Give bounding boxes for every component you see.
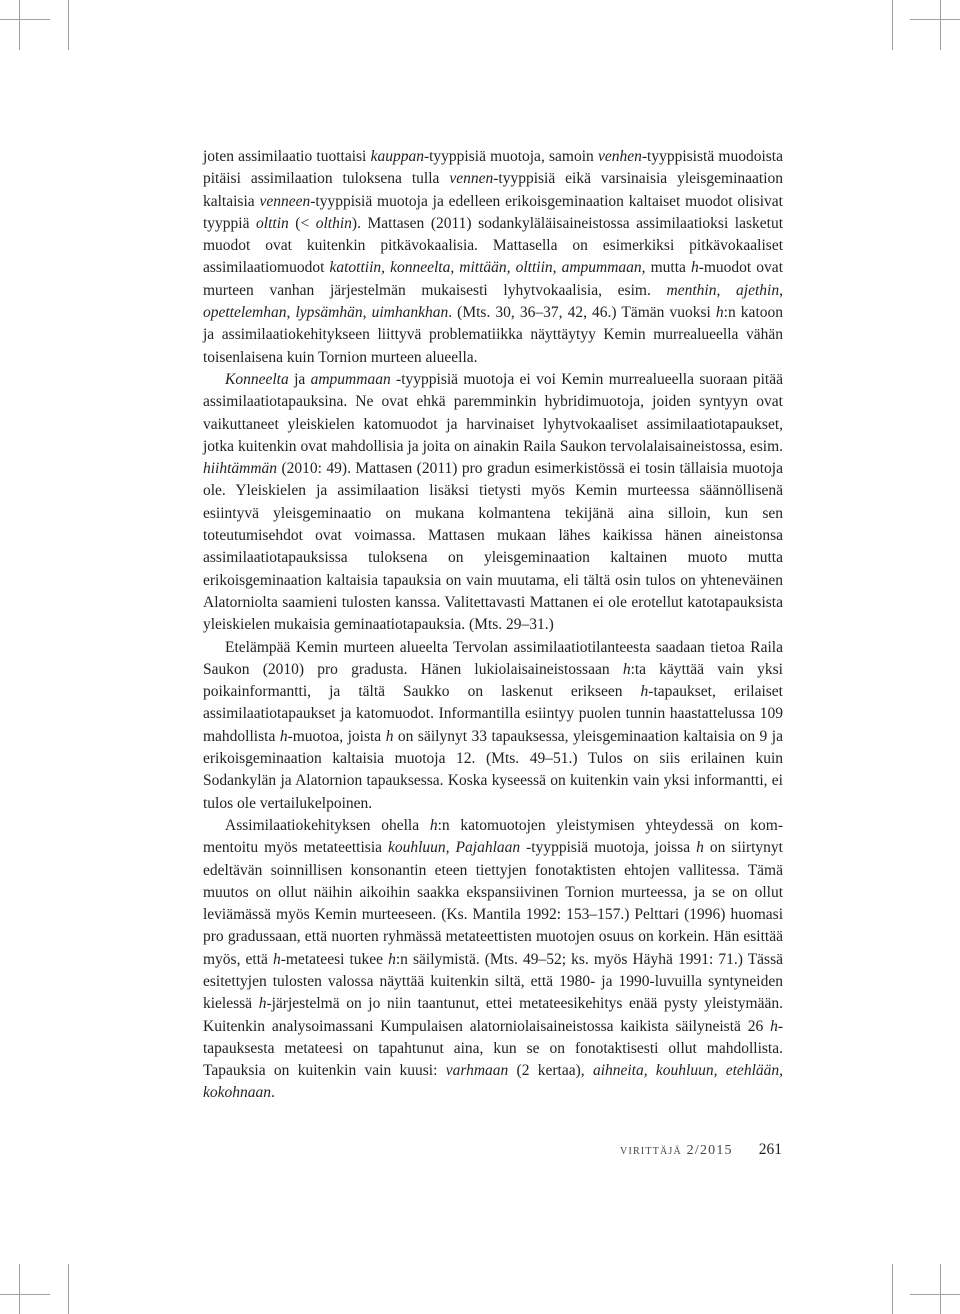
crop-mark-bottom-right-h bbox=[910, 1294, 960, 1295]
italic-text: venneen bbox=[259, 192, 311, 210]
text-run: -metateesi tukee bbox=[280, 950, 389, 968]
italic-text: kouhluun, Pajahlaan bbox=[388, 839, 521, 857]
italic-text: varhmaan bbox=[445, 1062, 509, 1080]
italic-text: h bbox=[429, 816, 438, 834]
text-run: (2010: 49). Mattasen (2011) pro gradun esimerkistössä ei tosin tällaisia muotoja ole. Yleiskielen ja assimilaation lisäksi tietysti myös Kemin murteessa säännöllisenä esiintyvä yleisgeminaatio on mukana kolmantena tekijänä aina silloin, kun sen toteutumisehdot ovat voimassa. Mattasen mukaan lähes kaikissa hänen aineistonsa assimilaatiotapauksissa tuloksena on yleisgeminaation kaltainen muoto mutta erikoisgeminaation kaltaisia tapauksia on vain muutama, eli tältä osin tulos on yhteneväinen Alatorniolta saamieni tulosten kanssa. Valitettavasti Mattanen ei ole erotellut katotapauksista yleiskielen mukaisia geminaatiotapauksia. (Mts. 29–31.) bbox=[203, 460, 783, 634]
crop-mark-top-left-inner bbox=[68, 0, 69, 50]
page-footer bbox=[620, 1141, 782, 1159]
italic-text: venhen bbox=[597, 148, 642, 165]
text-run: -tyyppisistä muodoista pitäisi assimilaation tuloksena tulla bbox=[203, 148, 783, 188]
italic-text: hiihtämmän bbox=[203, 460, 278, 478]
text-run: . (Mts. 30, 36–37, 42, 46.) Tämän vuoksi bbox=[448, 304, 716, 322]
text-run: joten assimilaatio tuottaisi bbox=[203, 148, 371, 165]
crop-mark-bottom-left-h bbox=[0, 1294, 50, 1295]
crop-mark-top-left bbox=[19, 0, 20, 50]
italic-text: h bbox=[715, 304, 724, 322]
crop-mark-bottom-right bbox=[892, 1264, 893, 1314]
crop-mark-top-right-h bbox=[910, 19, 960, 20]
text-run: -tyyppisiä muotoja, samoin bbox=[423, 148, 598, 165]
italic-text: h bbox=[770, 1017, 778, 1035]
text-run: on säilynyt 33 tapauksessa, yleisgeminaation kaltaisia on 9 ja erikoisgeminaation kaltaisia muotoja 12. (Mts. 49–51.) Tulos on siis erilainen kuin Sodankylän ja Alatornion tapauksessa. Koska kyseessä on kuitenkin vain yksi informantti, ei tulos ole vertailukelpoinen. bbox=[203, 727, 783, 812]
text-run: :n katoon ja assimilaatiokehitykseen liittyvä problematiikka näyttäytyy Kemin murrealueella vähän toisenlaisena kuin Tornion murteen alueella. bbox=[203, 304, 783, 366]
text-run: -tapaukset, erilaiset assimilaatiotapaukset ja katomuodot. Informantilla esiintyy puolen tunnin haastattelussa 109 mahdollista bbox=[203, 683, 783, 745]
text-run: -tyyppisiä muotoja, joissa bbox=[520, 839, 697, 857]
paragraph-2 bbox=[203, 369, 783, 637]
paragraph-1 bbox=[203, 146, 783, 369]
text-run: . bbox=[271, 1084, 275, 1102]
journal-name: virittäjä 2/2015 bbox=[620, 1143, 733, 1158]
italic-text: Konneelta bbox=[225, 370, 289, 388]
text-run: :n säilymistä. (Mts. 49–52; ks. myös Häyhä 1991: 71.) Tässä esitettyjen tulosten valossa näyttää kuitenkin siltä, että 1980- ja 1990-luvuilla syntyneiden kielessä bbox=[203, 950, 783, 1013]
italic-text: h bbox=[258, 995, 267, 1013]
text-run: on siirtynyt edeltävän soinnillisen konsonantin eteen tiettyjen fonotaktisten ehtojen vallitessa. Tämä muutos on ollut näihin aikoihin saakka ekspansiivinen Tornion murteessa, ja se on ollut leviämässä myös Kemin murteeseen. (Ks. Mantila 1992: 153–157.) Pelttari (1996) huomasi pro gradussaan, että nuorten ryhmässä metateettisten muotojen osuus on korkein. Hän esittää myös, että bbox=[203, 839, 783, 968]
text-run: -tapauksesta metateesi on tapahtunut aina, kun se on fonotaktisesti ollut mahdollista. Tapauksia on kuitenkin vain kuusi: bbox=[203, 1017, 783, 1080]
italic-text: aihneita, kouhluun, etehlään, kokohnaan bbox=[203, 1062, 783, 1102]
text-run: Assimilaatiokehityksen ohella bbox=[225, 816, 430, 834]
text-run: (2 kertaa), bbox=[508, 1062, 593, 1080]
italic-text: h bbox=[696, 839, 704, 857]
italic-text: h bbox=[690, 259, 699, 277]
text-run: -järjestelmä on jo niin taantunut, ettei metateesikehitys enää pysty yleistymään. Kuitenkin analysoimassani Kumpulaisen alatorniolaisaineistossa kaikista säilyneistä 26 bbox=[203, 995, 783, 1035]
text-run: (< bbox=[288, 214, 316, 232]
text-run: :n katomuotojen yleistymisen yhteydessä on kommentoitu myös metateettisia bbox=[203, 816, 783, 857]
crop-mark-top-left-h bbox=[0, 19, 50, 20]
crop-mark-top-right-inner bbox=[940, 0, 941, 50]
italic-text: menthin, ajethin, opettelemhan, lypsämhän, uimhankhan bbox=[203, 281, 783, 322]
italic-text: h bbox=[622, 660, 631, 678]
text-run: , mutta bbox=[641, 259, 691, 277]
text-run: ). Mattasen (2011) sodankyläläisaineistossa assimilaatioksi lasketut muodot ovat kuitenkin pitkävokaalisia. Mattasella on esimerkiksi pitkävokaaliset assimilaatiomuodot bbox=[203, 214, 784, 277]
paragraph-4 bbox=[203, 815, 783, 1105]
italic-text: vennen bbox=[449, 170, 494, 188]
text-run: -muodot ovat murteen vanhan järjestelmän mukaisesti lyhytvokaalisia, esim. bbox=[203, 259, 783, 299]
text-run: -tyyppisiä eikä varsinaisia yleisgeminaation kaltaisia bbox=[203, 170, 783, 210]
body-text bbox=[203, 146, 783, 1105]
text-run: ja bbox=[288, 370, 311, 388]
text-run: Etelämpää Kemin murteen alueelta Tervolan assimilaatiotilanteesta saadaan tietoa Raila Saukon (2010) pro gradusta. Hänen lukiolaisaineistossaan bbox=[203, 638, 783, 678]
italic-text: olttin bbox=[256, 214, 289, 232]
crop-mark-top-right bbox=[892, 0, 893, 50]
text-run: -tyyppisiä muotoja ja edelleen erikoisgeminaation kaltaiset muodot olisivat tyyppiä bbox=[203, 192, 783, 232]
paragraph-3 bbox=[203, 637, 783, 815]
italic-text: h bbox=[640, 683, 649, 701]
italic-text: h bbox=[279, 727, 288, 745]
italic-text: h bbox=[388, 950, 396, 968]
crop-mark-bottom-left bbox=[19, 1264, 20, 1314]
crop-mark-bottom-right-inner bbox=[940, 1264, 941, 1314]
italic-text: ampummaan bbox=[310, 370, 391, 388]
italic-text: h bbox=[272, 950, 281, 968]
text-run: -tyyppisiä muotoja ei voi Kemin murrealueella suoraan pitää assimilaatiotapauksina. Ne ovat ehkä paremminkin hybridimuotoja, joiden syntyyn ovat vaikuttaneet yleiskielen katomuodot ja harvinaiset lyhytvokaaliset assimilaatiotapaukset, jotka kuitenkin ovat mahdollisia ja joita on ainakin Raila Saukon tervolalaisaineistossa, esim. bbox=[203, 370, 783, 455]
italic-text: olthin bbox=[315, 214, 352, 232]
italic-text: h bbox=[385, 727, 394, 745]
page-number: 261 bbox=[758, 1141, 782, 1158]
italic-text: kauppan bbox=[370, 148, 424, 165]
crop-mark-bottom-left-inner bbox=[68, 1264, 69, 1314]
text-run: :ta käyttää vain yksi poikainformantti, ja tältä Saukko on laskenut erikseen bbox=[203, 660, 783, 701]
italic-text: katottiin, konneelta, mittään, olttiin, ampummaan bbox=[329, 259, 642, 277]
text-run: -muotoa, joista bbox=[287, 727, 386, 745]
